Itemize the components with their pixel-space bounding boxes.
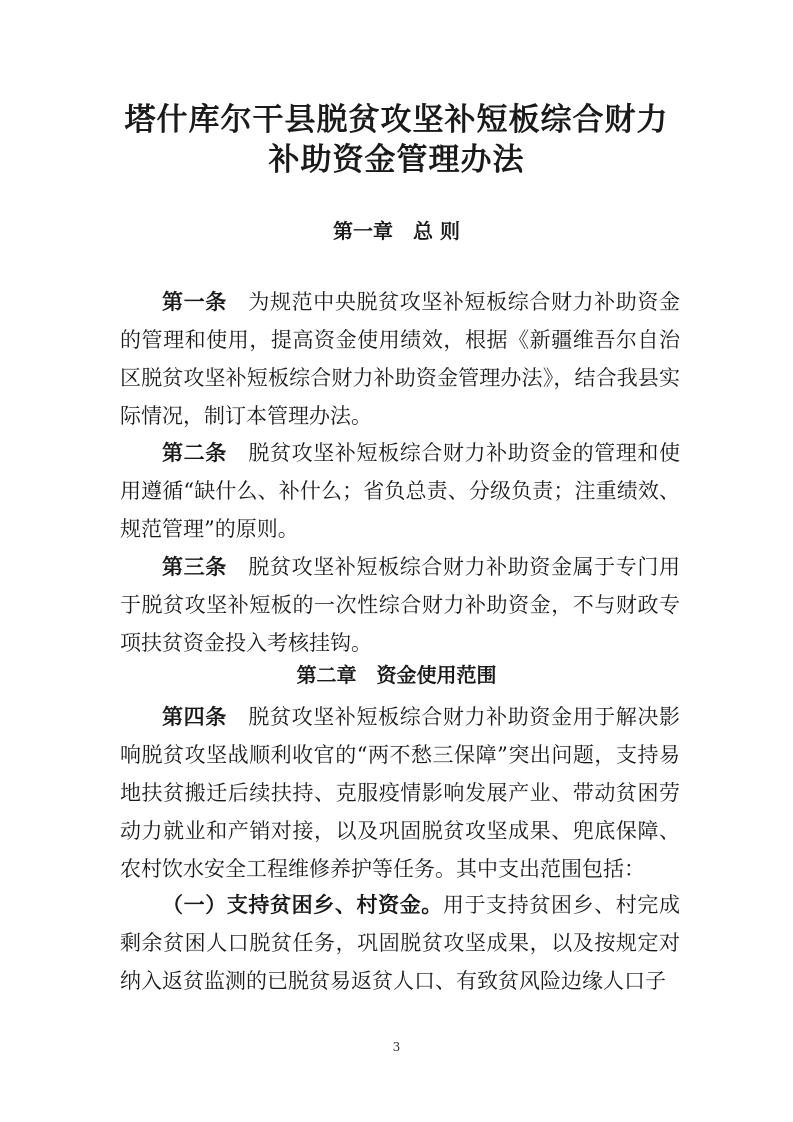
chapter-1-heading: 第一章 总 则	[333, 219, 460, 243]
clause-1-text: 用于支持贫困乡、村完成剩余贫困人口脱贫任务，巩固脱贫攻坚成果，以及按规定对纳入返贫监测的已脱贫易返贫人口、有致贫风险边缘人口子	[120, 893, 681, 993]
page-number: 3	[392, 1040, 401, 1054]
clause-1-lead: （一）支持贫困乡、村资金。	[162, 893, 443, 917]
article-2-text: 脱贫攻坚补短板综合财力补助资金的管理和使用遵循“缺什么、补什么；省负总责、分级负责；注重绩效、规范管理”的原则。	[120, 441, 681, 541]
article-1-text: 为规范中央脱贫攻坚补短板综合财力补助资金的管理和使用，提高资金使用绩效，根据《新疆维吾尔自治区脱贫攻坚补短板综合财力补助资金管理办法》，结合我县实际情况，制订本管理办法。	[120, 290, 681, 428]
article-3-text: 脱贫攻坚补短板综合财力补助资金属于专门用于脱贫攻坚补短板的一次性综合财力补助资金，不与财政专项扶贫资金投入考核挂钩。	[120, 555, 681, 655]
article-1-lead: 第一条	[162, 290, 227, 314]
article-3	[120, 548, 680, 662]
article-4-lead: 第四条	[162, 705, 227, 729]
article-2	[120, 434, 680, 548]
article-1	[120, 283, 680, 435]
article-3-lead: 第三条	[162, 555, 227, 579]
document-title-line-2: 补助资金管理办法	[268, 142, 525, 178]
article-2-lead: 第二条	[162, 441, 227, 465]
article-4	[120, 698, 680, 888]
article-4-text: 脱贫攻坚补短板综合财力补助资金用于解决影响脱贫攻坚战顺利收官的“两不愁三保障”突出问题，支持易地扶贫搬迁后续扶持、克服疫情影响发展产业、带动贫困劳动力就业和产销对接，以及巩固脱贫攻坚成果、兜底保障、农村饮水安全工程维修养护等任务。其中支出范围包括：	[120, 705, 681, 881]
chapter-2-heading: 第二章 资金使用范围	[296, 663, 497, 687]
clause-1	[120, 886, 680, 1000]
document-title-line-1: 塔什库尔干县脱贫攻坚补短板综合财力	[124, 102, 669, 138]
